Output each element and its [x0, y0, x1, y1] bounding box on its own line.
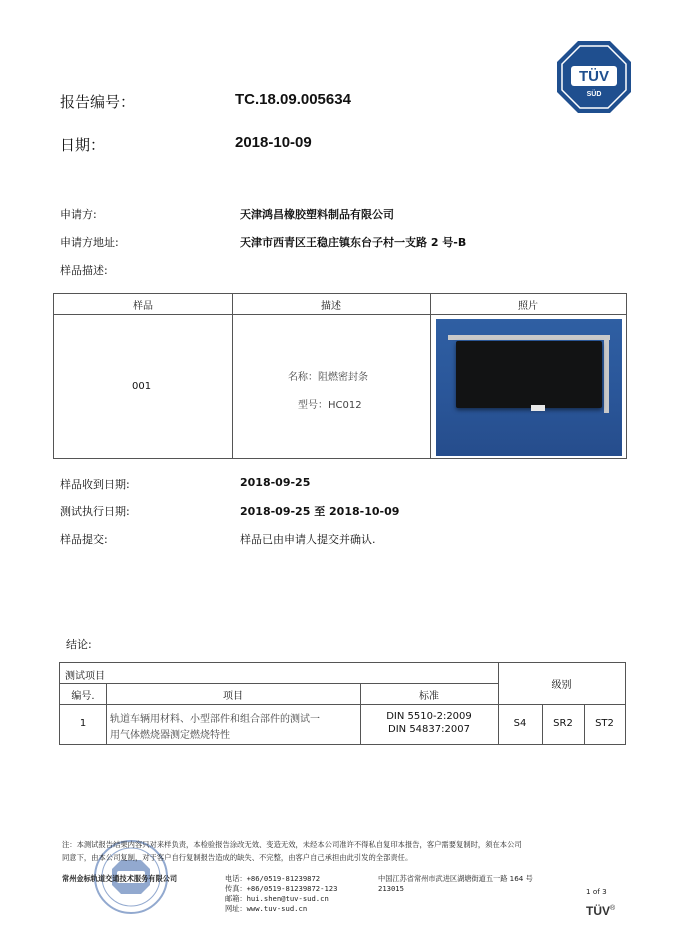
- date-label: 日期：: [60, 136, 106, 154]
- footer-brand: TÜV®: [586, 904, 616, 918]
- page-number: 1 of 3: [586, 887, 607, 896]
- logo-text-top: TÜV: [579, 68, 609, 85]
- row-standard-1: DIN 5510-2:2009: [386, 711, 472, 722]
- grade-sr: SR2: [553, 718, 573, 729]
- sample-submitted: 样品已由申请人提交并确认.: [240, 533, 376, 546]
- received-date: 2018-09-25: [240, 476, 311, 489]
- column-no: 编号.: [71, 691, 95, 702]
- sample-description-label: 样品描述:: [60, 264, 108, 277]
- column-item: 项目: [223, 691, 243, 702]
- disclaimer-line-1: 注：本测试报告结果内容只对来样负责，本检验报告涂改无效、变造无效，未经本公司准许不得私自复印本报告，客户需要复制时，须在本公司: [62, 840, 522, 849]
- row-no: 1: [79, 718, 87, 729]
- received-date-label: 样品收到日期:: [60, 478, 130, 491]
- footer-company: 常州金标轨道交通技术服务有限公司: [62, 874, 178, 883]
- footer-fax: 传真：+86/0519-81239872-123: [225, 884, 338, 893]
- conclusion-table: [59, 662, 626, 745]
- header-photo: 照片: [518, 301, 538, 312]
- applicant-address: 天津市西青区王稳庄镇东台子村一支路 2 号-B: [240, 236, 467, 249]
- logo-text-bottom: SÜD: [586, 91, 602, 98]
- grade-s: S4: [513, 718, 527, 729]
- footer-email: 邮箱：hui.shen@tuv-sud.cn: [225, 894, 329, 903]
- applicant-address-label: 申请方地址:: [60, 236, 119, 249]
- report-number-label: 报告编号：: [60, 93, 136, 111]
- sample-table: [53, 293, 627, 459]
- row-item-line2: 用气体燃烧器测定燃烧特性: [110, 730, 230, 741]
- row-item-line1: 轨道车辆用材料、小型部件和组合部件的测试一: [110, 714, 320, 725]
- conclusion-label: 结论:: [66, 638, 92, 651]
- grade-st: ST2: [595, 718, 614, 729]
- footer-address-line1: 中国江苏省常州市武进区湖塘街道五一路 164 号: [378, 874, 533, 883]
- sample-photo: [436, 319, 622, 456]
- header-sample: 样品: [133, 301, 153, 312]
- test-period-label: 测试执行日期:: [60, 505, 130, 518]
- row-standard-2: DIN 54837:2007: [388, 724, 470, 735]
- footer-postcode: 213015: [378, 884, 404, 893]
- test-item-header: 测试项目: [65, 671, 105, 682]
- sample-name: 名称：阻燃密封条: [288, 372, 368, 383]
- report-number: TC.18.09.005634: [235, 91, 351, 108]
- footer-web: 网址：www.tuv-sud.cn: [225, 904, 308, 913]
- tuv-sud-logo: [556, 40, 632, 114]
- column-standard: 标准: [419, 691, 439, 702]
- footer-disclaimer: [62, 838, 632, 864]
- test-period: 2018-09-25 至 2018-10-09: [240, 505, 400, 518]
- report-date: 2018-10-09: [235, 134, 312, 151]
- grade-header: 级别: [551, 680, 572, 691]
- footer-tel: 电话：+86/0519-81239872: [225, 874, 321, 883]
- disclaimer-line-2: 同意下，由本公司复制，对于客户自行复制报告造成的缺失、不完整，由客户自己承担由此引发的全部责任。: [62, 853, 413, 862]
- sample-model: 型号：HC012: [298, 400, 362, 411]
- sample-id: 001: [132, 381, 152, 392]
- applicant-name: 天津鸿昌橡胶塑料制品有限公司: [240, 208, 394, 221]
- applicant-label: 申请方:: [60, 208, 97, 221]
- sample-submitted-label: 样品提交:: [60, 533, 108, 546]
- header-description: 描述: [321, 301, 341, 312]
